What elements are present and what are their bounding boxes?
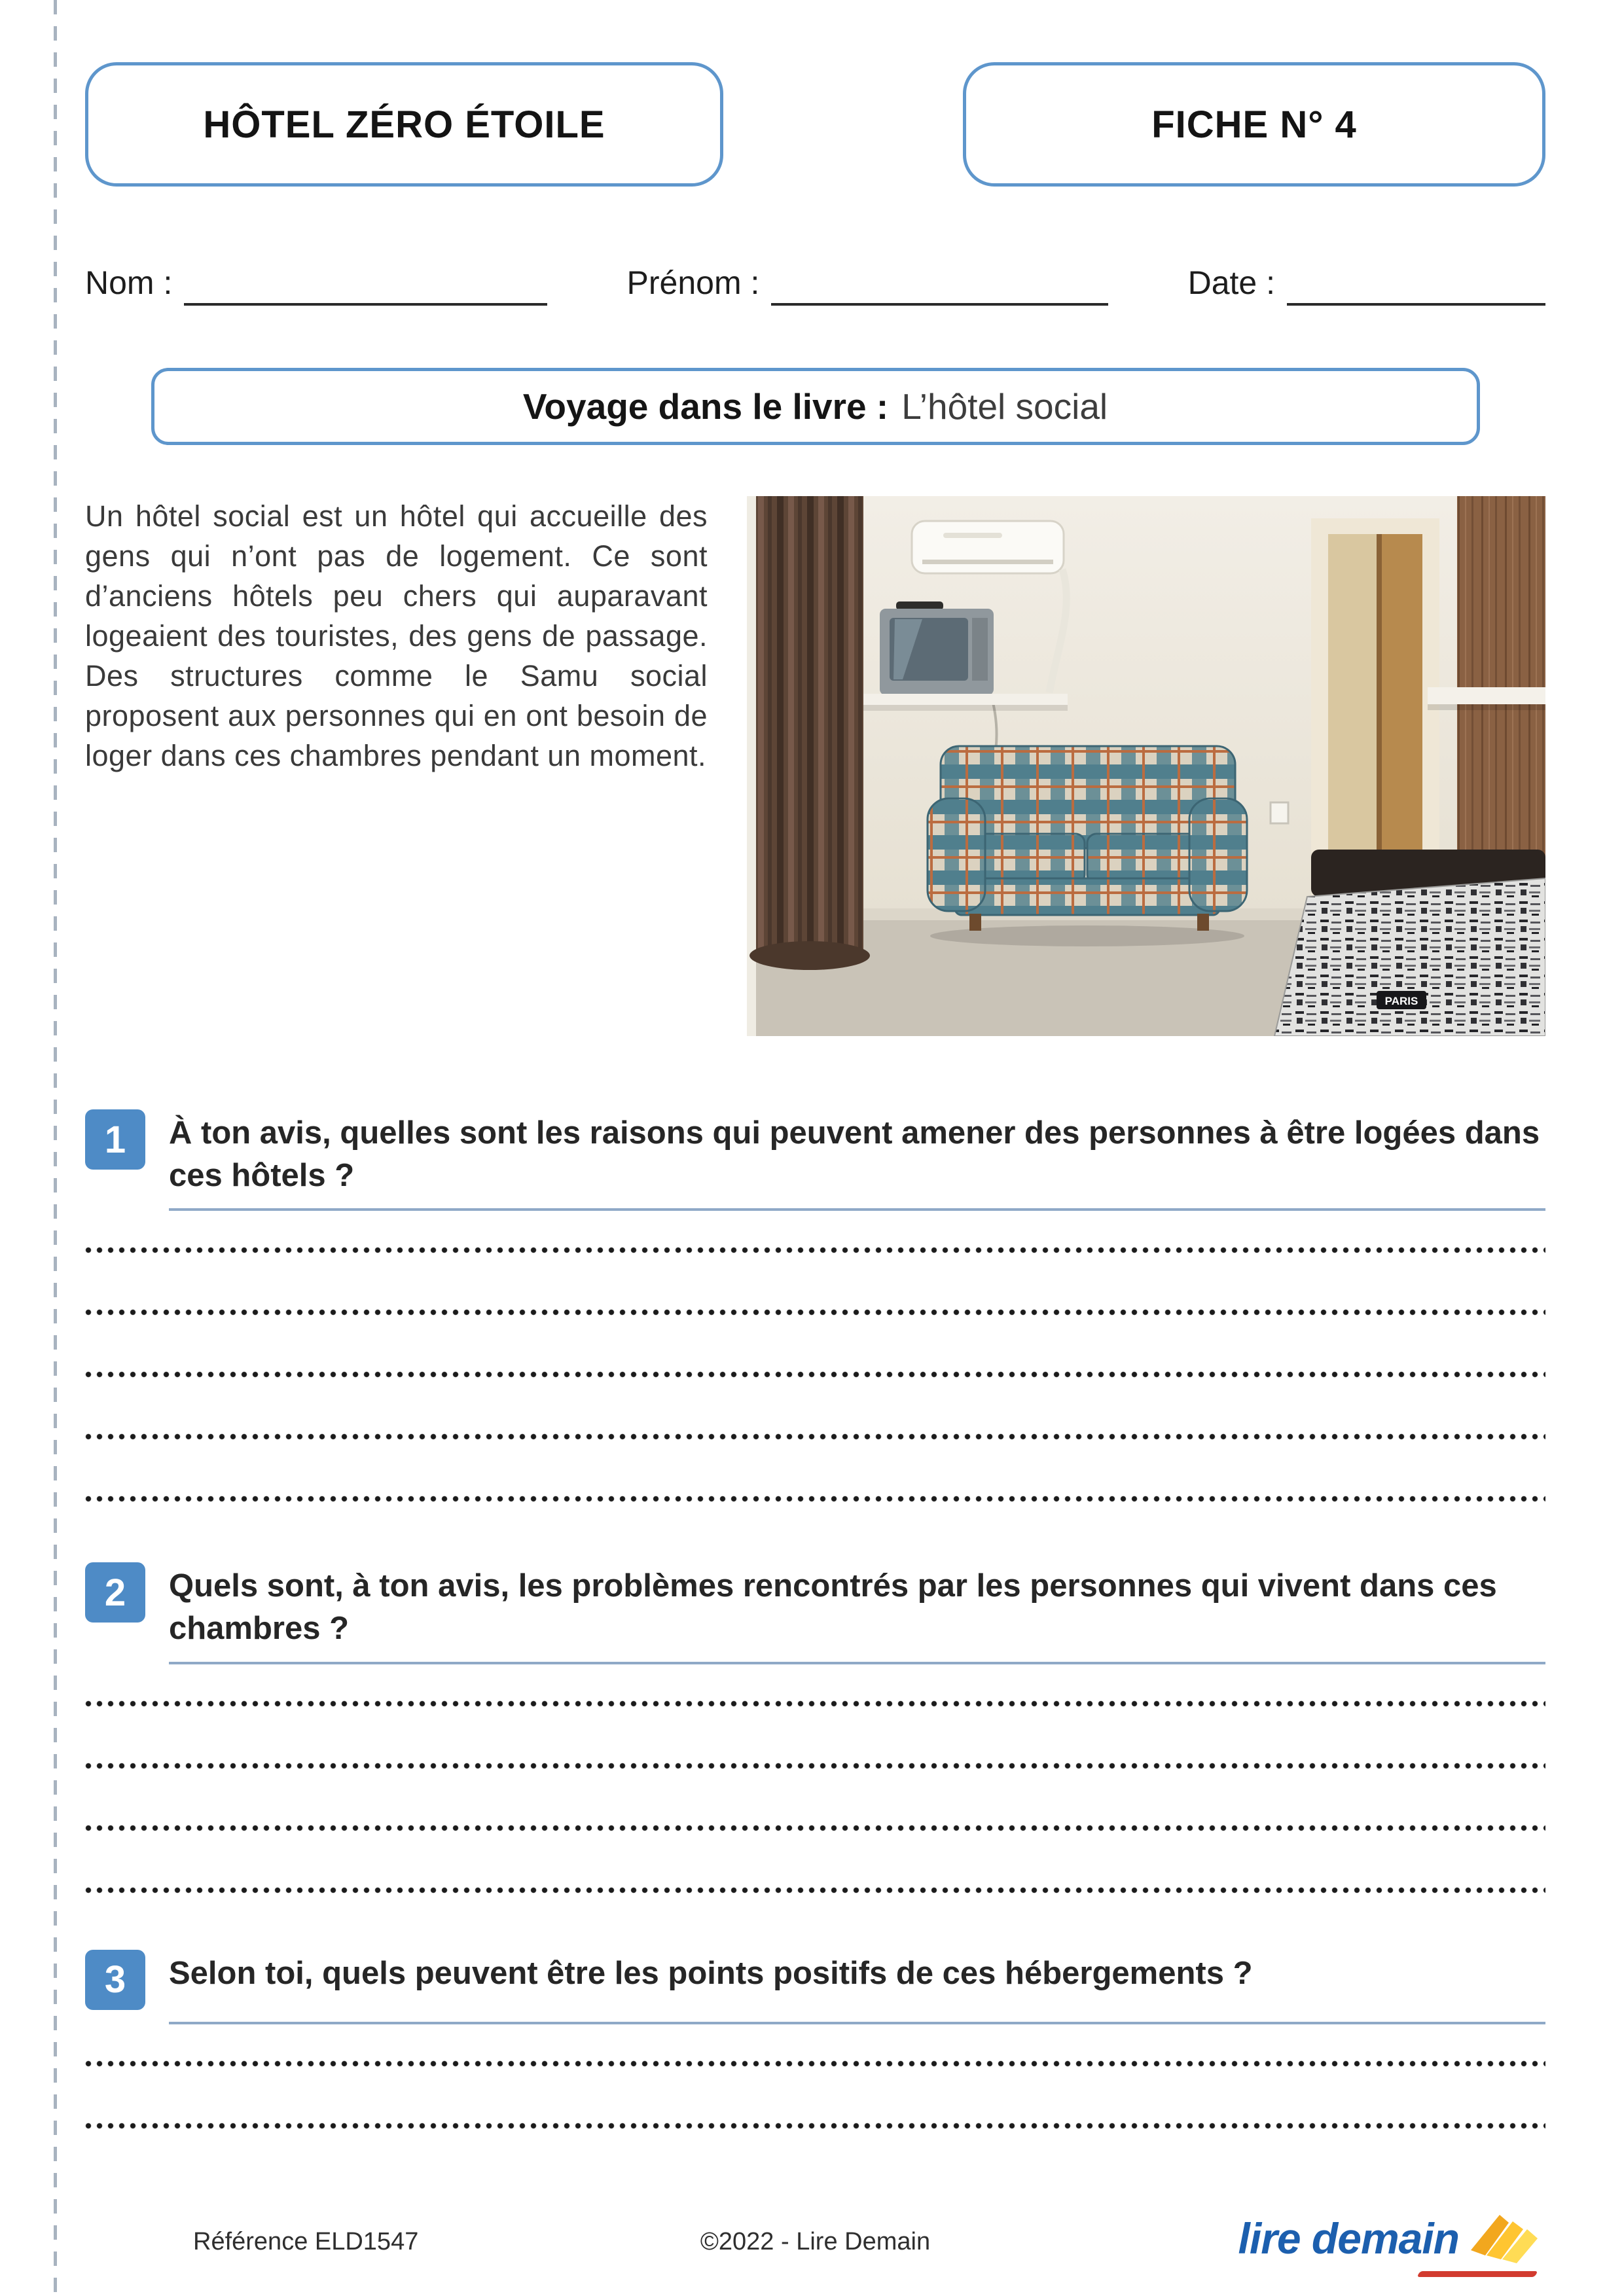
question-2-number: 2: [85, 1562, 145, 1623]
intro-paragraph: Un hôtel social est un hôtel qui accueille des gens qui n’ont pas de logement. Ce sont d’anciens hôtels peu chers qui auparavant logeaient des touristes, des gens de passage. Des structures comme le Samu social proposent aux personnes qui en ont besoin de loger dans ces chambres pendant un moment.: [85, 499, 708, 772]
curtain: [747, 496, 870, 1036]
answer-line: [85, 1433, 1545, 1440]
answer-line: [85, 2060, 1545, 2067]
tv-shelf: [837, 694, 1068, 711]
cut-dashed-line: [54, 0, 57, 2296]
room-photo: [747, 496, 1545, 1036]
date-label: Date :: [1187, 264, 1275, 301]
prenom-group: [627, 264, 1109, 306]
copyright-text: ©2022 - Lire Demain: [700, 2228, 931, 2255]
nom-write-line: [184, 269, 547, 306]
answer-line: [85, 1496, 1545, 1502]
nom-label: Nom :: [85, 264, 173, 301]
question-1-answer-lines: [85, 1247, 1545, 1502]
date-group: [1188, 264, 1545, 306]
question-1-number: 1: [85, 1109, 145, 1170]
date-write-line: [1287, 269, 1545, 306]
reference-text: Référence ELD1547: [193, 2228, 419, 2255]
lesson-title-banner: [151, 368, 1480, 445]
fiche-number-box: [963, 62, 1545, 187]
question-3: [85, 1950, 1545, 2129]
logo-book-icon: [1467, 2207, 1545, 2270]
paris-tag-text: PARIS: [1384, 995, 1418, 1007]
fiche-number: FICHE N° 4: [1151, 103, 1357, 146]
lead-section: [85, 496, 1545, 1036]
lesson-title-bold: Voyage dans le livre :: [522, 386, 889, 427]
question-1-underline: [169, 1208, 1545, 1211]
identity-row: [85, 264, 1545, 306]
wall-shelf-right: [1428, 687, 1545, 710]
question-3-text: Selon toi, quels peuvent être les points positifs de ces hébergements ?: [169, 1955, 1253, 1991]
question-3-answer-lines: [85, 2060, 1545, 2129]
nom-group: [85, 264, 547, 306]
answer-line: [85, 1887, 1545, 1893]
answer-line: [85, 1371, 1545, 1378]
logo-tagline-mark: [1416, 2271, 1538, 2277]
question-2-text: Quels sont, à ton avis, les problèmes rencontrés par les personnes qui vivent dans ces chambres ?: [169, 1568, 1497, 1647]
bed: [1274, 850, 1545, 1036]
worksheet-title: HÔTEL ZÉRO ÉTOILE: [203, 103, 605, 146]
answer-line: [85, 1700, 1545, 1707]
publisher-logo-text: lire demain: [1238, 2214, 1459, 2263]
question-3-underline: [169, 2022, 1545, 2024]
question-2-underline: [169, 1662, 1545, 1664]
question-1-text: À ton avis, quelles sont les raisons qui peuvent amener des personnes à être logées dans ces hôtels ?: [169, 1115, 1540, 1193]
worksheet-title-box: [85, 62, 723, 187]
wardrobe-panel: [1457, 496, 1545, 877]
question-3-number: 3: [85, 1950, 145, 2010]
question-2: [85, 1562, 1545, 1893]
publisher-logo: [1238, 2207, 1545, 2277]
prenom-write-line: [771, 269, 1108, 306]
answer-line: [85, 1309, 1545, 1316]
lesson-title-subject: L’hôtel social: [901, 386, 1108, 427]
answer-line: [85, 1763, 1545, 1769]
answer-line: [85, 1247, 1545, 1253]
answer-line: [85, 1825, 1545, 1831]
answer-line: [85, 2123, 1545, 2129]
header-row: [85, 62, 1545, 187]
question-2-answer-lines: [85, 1700, 1545, 1893]
wall-outlet: [1271, 802, 1288, 823]
footer: [85, 2207, 1545, 2277]
question-1: [85, 1109, 1545, 1502]
prenom-label: Prénom :: [626, 264, 760, 301]
